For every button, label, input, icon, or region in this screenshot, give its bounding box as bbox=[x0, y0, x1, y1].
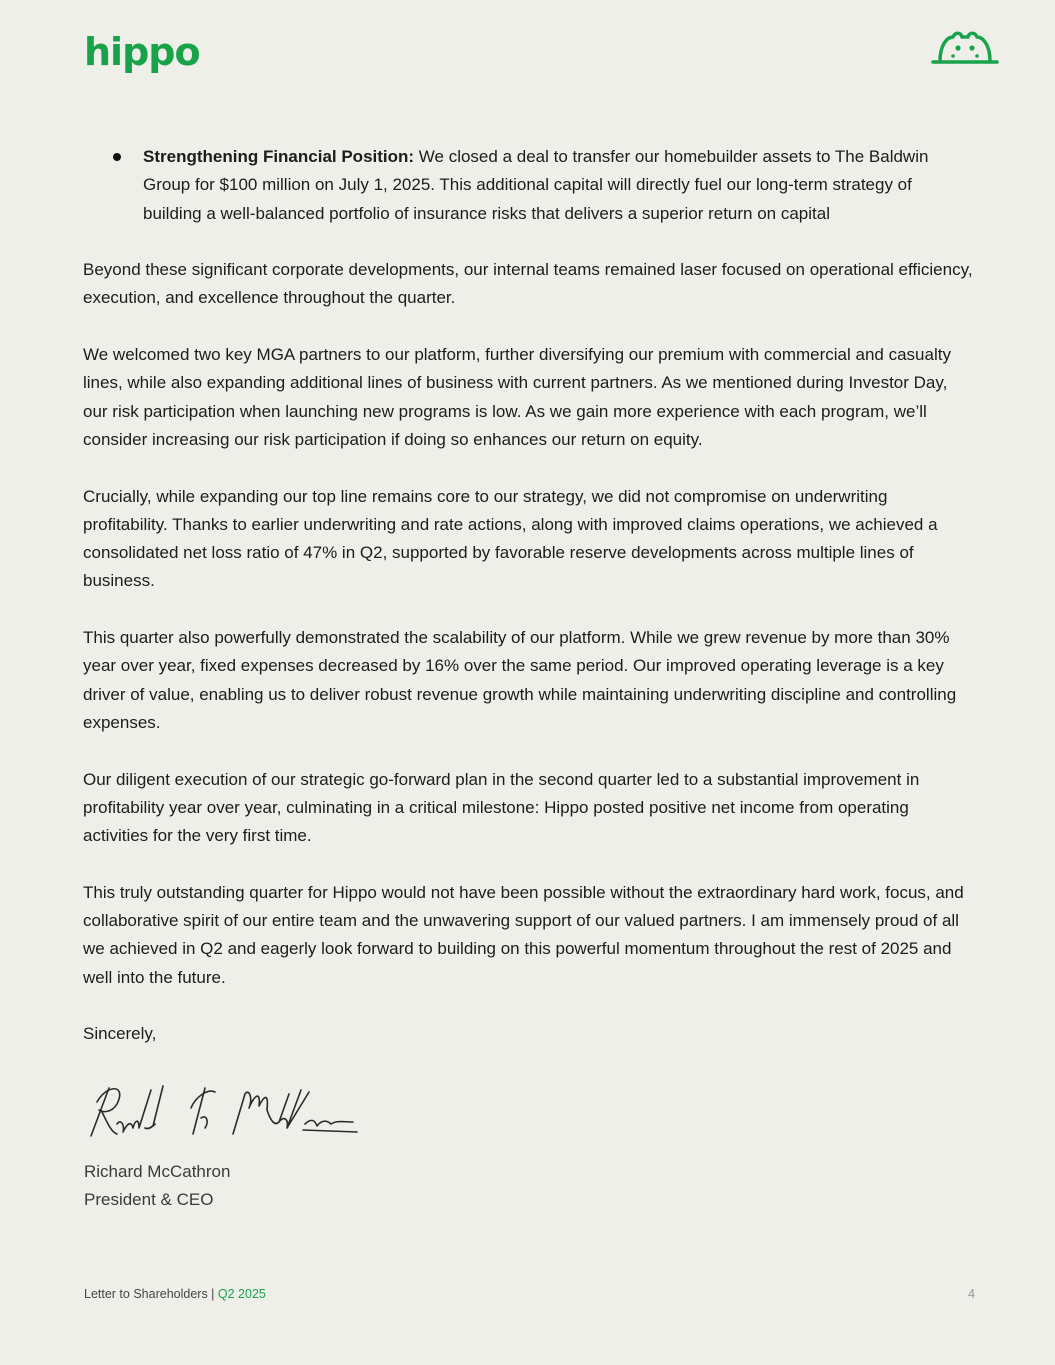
paragraph: We welcomed two key MGA partners to our platform, further diversifying our premium with commercial and casualty lines, while also expanding additional lines of business with current partners. As we mentioned during Investor Day, our risk participation when launching new programs is low. As we gain more experience with each program, we’ll consider increasing our risk participation if doing so enhances our return on equity. bbox=[83, 345, 951, 449]
closing: Sincerely, bbox=[83, 1024, 157, 1044]
page-number: 4 bbox=[968, 1287, 975, 1301]
letter-body bbox=[83, 143, 973, 1077]
bullet-item bbox=[83, 143, 973, 228]
bullet-icon bbox=[113, 153, 121, 161]
signer-title: President & CEO bbox=[84, 1190, 214, 1209]
handwritten-signature bbox=[83, 1078, 363, 1146]
paragraph: This quarter also powerfully demonstrated the scalability of our platform. While we grew revenue by more than 30% year over year, fixed expenses decreased by 16% over the same period. Our improved operating leverage is a key driver of value, enabling us to deliver robust revenue growth while maintaining underwriting discipline and controlling expenses. bbox=[83, 628, 957, 732]
paragraph: Crucially, while expanding our top line remains core to our strategy, we did not compromise on underwriting profitability. Thanks to earlier underwriting and rate actions, along with improved claims operations, we achieved a consolidated net loss ratio of 47% in Q2, supported by favorable reserve developments across multiple lines of business. bbox=[83, 486, 938, 591]
paragraph: This truly outstanding quarter for Hippo would not have been possible without the extraordinary hard work, focus, and collaborative spirit of our entire team and the unwavering support of our valued partners. I am immensely proud of all we achieved in Q2 and eagerly look forward to building on this powerful momentum throughout the rest of 2025 and well into the future. bbox=[83, 882, 964, 987]
footer-text: Letter to Shareholders | bbox=[84, 1287, 218, 1301]
footer-label bbox=[84, 1287, 266, 1301]
footer-quarter: Q2 2025 bbox=[217, 1287, 266, 1301]
signer-name: Richard McCathron bbox=[84, 1162, 231, 1181]
paragraph: Our diligent execution of our strategic go-forward plan in the second quarter led to a substantial improvement in profitability year over year, culminating in a critical milestone: Hippo posted positive net income from operating activities for the very first time. bbox=[83, 769, 920, 846]
hippo-face-icon bbox=[931, 29, 999, 65]
bullet-heading: Strengthening Financial Position: bbox=[143, 147, 415, 166]
hippo-logo: hippo bbox=[84, 30, 200, 74]
bullet-text: We closed a deal to transfer our homebuilder assets to The Baldwin Group for $100 million on July 1, 2025. This additional capital will directly fuel our long-term strategy of building a well-balanced portfolio of insurance risks that delivers a superior return on capital bbox=[143, 147, 929, 223]
signer-block bbox=[84, 1158, 230, 1214]
paragraph: Beyond these significant corporate developments, our internal teams remained laser focused on operational efficiency, execution, and excellence throughout the quarter. bbox=[83, 260, 973, 308]
